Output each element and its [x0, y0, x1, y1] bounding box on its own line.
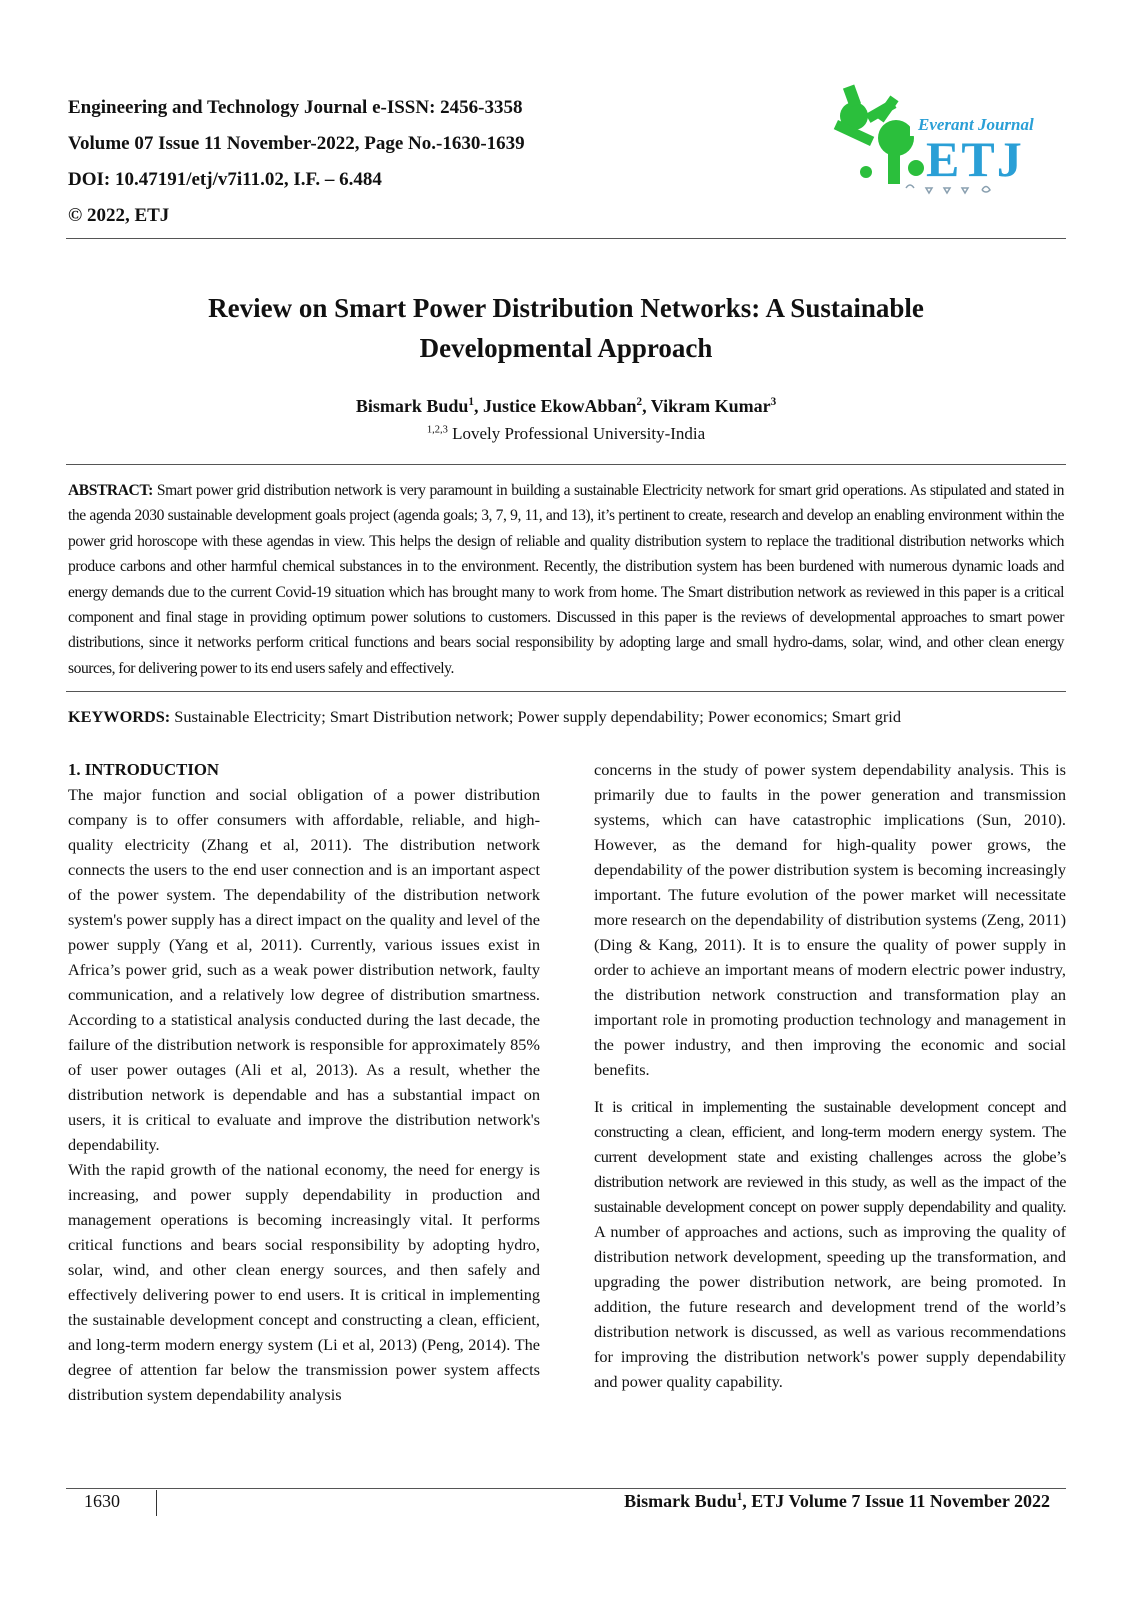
- etj-logo: [826, 76, 1056, 206]
- journal-issn-line: Engineering and Technology Journal e-ISSN: 2456-3358: [68, 97, 523, 118]
- intro-paragraph-part: It is critical in implementing the sustainable development concept and constructing a clean, efficient, and long-term modern energy system. The current development state and existing challenges across the globe’s distribution network are reviewed in this study, as well as the impact of the sustainable development concept on power supply dependability and quality.: [594, 1097, 1066, 1216]
- section-heading-introduction: 1. INTRODUCTION: [68, 760, 220, 779]
- author-affil-mark: 3: [770, 396, 777, 408]
- footer-author: Bismark Budu: [624, 1491, 737, 1511]
- author-affil-mark: 2: [636, 396, 643, 408]
- journal-volume-line: Volume 07 Issue 11 November-2022, Page No.-1630-1639: [68, 133, 525, 154]
- author-separator: ,: [642, 396, 651, 416]
- intro-paragraph: With the rapid growth of the national economy, the need for energy is increasing, and power supply dependability in production and management operations is becoming increasingly vital. It performs critical functions and bears social responsibility by adopting hydro, solar, wind, and other clean energy sources, and then safely and effectively delivering power to end users. It is critical in implementing the sustainable development concept and constructing a clean, efficient, and long-term modern energy system (Li et al, 2013) (Peng, 2014). The degree of attention far below the transmission power system affects distribution system dependability analysis: [68, 1160, 540, 1404]
- intro-paragraph: The major function and social obligation of a power distribution company is to offer consumers with affordable, reliable, and high-quality electricity (Zhang et al, 2011). The distribution network connects the users to the end user connection and is an important aspect of the power system. The dependability of the distribution network system's power supply has a direct impact on the quality and level of the power supply (Yang et al, 2011). Currently, various issues exist in Africa’s power grid, such as a weak power distribution network, faulty communication, and a relatively low degree of distribution smartness. According to a statistical analysis conducted during the last decade, the failure of the distribution network is responsible for approximately 85% of user power outages (Ali et al, 2013). As a result, whether the distribution network is dependable and has a substantial impact on users, it is critical to evaluate and improve the distribution network's dependability.: [68, 785, 540, 1154]
- abstract: [68, 478, 1064, 681]
- footer-author-mark: 1: [736, 1491, 743, 1503]
- right-column: [594, 757, 1066, 1394]
- affiliation-text: Lovely Professional University-India: [447, 424, 706, 443]
- intro-paragraph: [594, 1094, 1066, 1394]
- abstract-label: ABSTRACT:: [68, 482, 153, 499]
- author-separator: ,: [473, 396, 483, 416]
- journal-copyright-line: © 2022, ETJ: [68, 205, 170, 226]
- keywords-label: KEYWORDS:: [68, 707, 171, 726]
- title-line-1: Review on Smart Power Distribution Networks: A Sustainable: [208, 293, 924, 323]
- title-line-2: Developmental Approach: [419, 333, 713, 363]
- abstract-text: Smart power grid distribution network is very paramount in building a sustainable Electricity network for smart grid operations. As stipulated and stated in the agenda 2030 sustainable development goals project (agenda goals; 3, 7, 9, 11, and 13), it’s pertinent to create, research and develop an enabling environment within the power grid horoscope with these agendas in view. This helps the design of reliable and quality distribution system to replace the traditional distribution networks which produce carbons and other harmful chemical substances in to the environment. Recently, the distribution system has been burdened with numerous dynamic loads and energy demands due to the current Covid-19 situation which has brought many to work from home. The Smart distribution network as reviewed in this paper is a critical component and final stage in providing optimum power solutions to customers. Discussed in this paper is the reviews of developmental approaches to smart power distributions, since it networks perform critical functions and bears social responsibility by adopting large and small hydro-dams, solar, wind, and other clean energy sources, for delivering power to its end users safely and effectively.: [68, 482, 1064, 677]
- author-name: Vikram Kumar: [650, 396, 771, 416]
- author-name: Justice EkowAbban: [482, 396, 637, 416]
- footer-rule: [66, 1488, 1066, 1489]
- author-list: [66, 396, 1066, 417]
- footer-journal-info: , ETJ Volume 7 Issue 11 November 2022: [742, 1491, 1050, 1511]
- keywords-text: Sustainable Electricity; Smart Distribution network; Power supply dependability; Power economics; Smart grid: [170, 707, 901, 726]
- header-divider: [66, 238, 1066, 239]
- affiliation: [66, 424, 1066, 444]
- left-column: [68, 757, 540, 1407]
- logo-text-top: Everant Journal: [918, 115, 1034, 134]
- page-number: 1630: [84, 1491, 120, 1511]
- author-name: Bismark Budu: [355, 396, 469, 416]
- intro-paragraph: concerns in the study of power system dependability analysis. This is primarily due to faults in the power generation and transmission systems, which can have catastrophic implications (Sun, 2010). However, as the demand for high-quality power grows, the dependability of the power distribution system is becoming increasingly important. The future evolution of the power market will necessitate more research on the dependability of distribution systems (Zeng, 2011) (Ding & Kang, 2011). It is to ensure the quality of power supply in order to achieve an important means of modern electric power industry, the distribution network construction and transformation play an important role in promoting production technology and management in the power industry, and then improving the economic and social benefits.: [594, 760, 1066, 1079]
- paper-title: [66, 288, 1066, 368]
- abstract-bottom-rule: [66, 691, 1066, 692]
- affiliation-marks: 1,2,3: [426, 424, 448, 436]
- footer-citation: [624, 1491, 1050, 1512]
- intro-paragraph-part: A number of approaches and actions, such as improving the quality of distribution network development, speeding up the transformation, and upgrading the power distribution network, are being promoted. In addition, the future research and development trend of the world’s distribution network is discussed, as well as various recommendations for improving the distribution network's power supply dependability and power quality capability.: [594, 1222, 1066, 1391]
- journal-header: [68, 90, 828, 234]
- author-affil-mark: 1: [468, 396, 474, 408]
- logo-text-main: ETJ: [926, 131, 1024, 187]
- footer-separator: [156, 1490, 157, 1516]
- keywords: [68, 705, 1068, 729]
- abstract-top-rule: [66, 464, 1066, 465]
- journal-doi-line: DOI: 10.47191/etj/v7i11.02, I.F. – 6.484: [68, 169, 382, 190]
